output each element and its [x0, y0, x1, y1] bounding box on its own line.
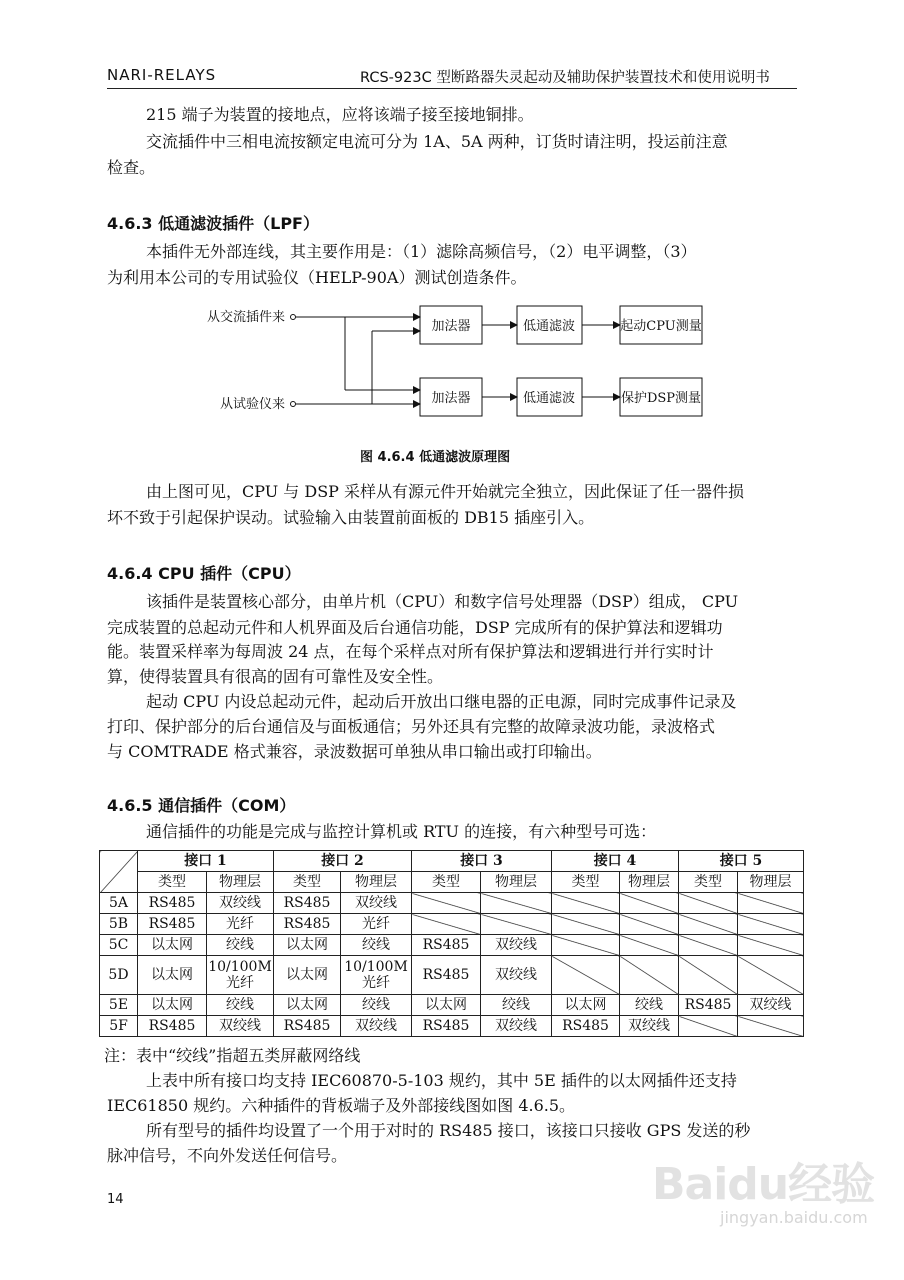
- intro-line-1: 215 端子为装置的接地点，应将该端子接至接地铜排。: [146, 105, 534, 124]
- type-cell: RS485: [274, 1016, 341, 1037]
- type-cell: RS485: [679, 995, 738, 1016]
- after-table-line-4: 脉冲信号，不向外发送任何信号。: [107, 1146, 348, 1165]
- unused-cell: [481, 914, 552, 935]
- lpf1-label: 低通滤波: [522, 319, 576, 334]
- type-cell: 以太网: [138, 935, 207, 956]
- table-row: [100, 935, 804, 956]
- sec464-line-4: 算，使得装置具有很高的固有可靠性及安全性。: [107, 667, 444, 686]
- port-1-header: 接口 1: [138, 851, 274, 872]
- sec464-line-6: 打印、保护部分的后台通信及与面板通信；另外还具有完整的故障录波功能，录波格式: [107, 717, 716, 736]
- phys-cell: 双绞线: [481, 956, 552, 995]
- phys-cell: 双绞线: [481, 1016, 552, 1037]
- type-cell: RS485: [274, 893, 341, 914]
- input2-terminal: [291, 402, 296, 407]
- unused-cell: [552, 914, 620, 935]
- type-cell: RS485: [274, 914, 341, 935]
- model-cell: 5E: [100, 995, 138, 1016]
- phys-cell: 10/100M 光纤: [341, 956, 412, 995]
- sub-type: 类型: [552, 872, 620, 893]
- unused-cell: [738, 893, 804, 914]
- section-4-6-5-title: 4.6.5 通信插件（COM）: [107, 796, 296, 815]
- sec464-line-1: 该插件是装置核心部分，由单片机（CPU）和数字信号处理器（DSP）组成， CPU: [146, 592, 739, 611]
- unused-cell: [738, 935, 804, 956]
- adder1-label: 加法器: [431, 319, 471, 334]
- type-cell: RS485: [138, 893, 207, 914]
- unused-cell: [738, 956, 804, 995]
- port-5-header: 接口 5: [679, 851, 804, 872]
- page-number: 14: [107, 1192, 124, 1207]
- unused-cell: [679, 914, 738, 935]
- intro-line-3: 检查。: [107, 158, 156, 177]
- phys-cell: 双绞线: [341, 1016, 412, 1037]
- table-row: [100, 995, 804, 1016]
- after-diagram-line-2: 坏不致于引起保护误动。试验输入由装置前面板的 DB15 插座引入。: [107, 508, 595, 527]
- model-cell: 5D: [100, 956, 138, 995]
- phys-cell: 绞线: [341, 935, 412, 956]
- unused-cell: [620, 956, 679, 995]
- sec464-line-2: 完成装置的总起动元件和人机界面及后台通信功能，DSP 完成所有的保护算法和逻辑功: [107, 618, 723, 637]
- unused-cell: [412, 893, 481, 914]
- phys-cell: 光纤: [341, 914, 412, 935]
- lpf-diagram: [0, 290, 904, 430]
- type-cell: 以太网: [138, 995, 207, 1016]
- sec464-line-5: 起动 CPU 内设总起动元件，起动后开放出口继电器的正电源，同时完成事件记录及: [146, 692, 737, 711]
- unused-cell: [679, 1016, 738, 1037]
- type-cell: 以太网: [138, 956, 207, 995]
- header-right: RCS-923C 型断路器失灵起动及辅助保护装置技术和使用说明书: [360, 70, 770, 86]
- port-4-header: 接口 4: [552, 851, 679, 872]
- lpf2-label: 低通滤波: [522, 391, 576, 406]
- model-cell: 5A: [100, 893, 138, 914]
- comm-plugin-table: [99, 850, 804, 1037]
- baidu-watermark-logo: Baidu经验: [652, 1159, 875, 1210]
- header-left: NARI-RELAYS: [107, 66, 217, 84]
- phys-cell: 双绞线: [207, 893, 274, 914]
- phys-cell: 双绞线: [481, 935, 552, 956]
- phys-cell: 绞线: [207, 995, 274, 1016]
- port-3-header: 接口 3: [412, 851, 552, 872]
- after-table-line-1: 上表中所有接口均支持 IEC60870-5-103 规约，其中 5E 插件的以太网插件还支持: [146, 1071, 737, 1090]
- sec465-intro: 通信插件的功能是完成与监控计算机或 RTU 的连接，有六种型号可选：: [146, 822, 657, 841]
- sub-type: 类型: [274, 872, 341, 893]
- after-diagram-line-1: 由上图可见，CPU 与 DSP 采样从有源元件开始就完全独立，因此保证了任一器件损: [146, 482, 745, 501]
- phys-cell: 双绞线: [207, 1016, 274, 1037]
- unused-cell: [738, 914, 804, 935]
- type-cell: RS485: [412, 956, 481, 995]
- unused-cell: [552, 893, 620, 914]
- type-cell: RS485: [138, 914, 207, 935]
- model-cell: 5C: [100, 935, 138, 956]
- after-table-line-2: IEC61850 规约。六种插件的背板端子及外部接线图如图 4.6.5。: [107, 1096, 576, 1115]
- type-cell: RS485: [138, 1016, 207, 1037]
- table-row: [100, 893, 804, 914]
- type-cell: RS485: [552, 1016, 620, 1037]
- intro-line-2: 交流插件中三相电流按额定电流可分为 1A、5A 两种，订货时请注明，投运前注意: [146, 132, 728, 151]
- input2-label: 从试验仪来: [220, 397, 286, 412]
- sec464-line-7: 与 COMTRADE 格式兼容，录波数据可单独从串口输出或打印输出。: [107, 742, 602, 761]
- unused-cell: [620, 935, 679, 956]
- input1-terminal: [291, 315, 296, 320]
- sub-phys: 物理层: [738, 872, 804, 893]
- unused-cell: [738, 1016, 804, 1037]
- type-cell: 以太网: [274, 995, 341, 1016]
- input1-label: 从交流插件来: [207, 310, 286, 325]
- section-4-6-4-title: 4.6.4 CPU 插件（CPU）: [107, 564, 301, 583]
- type-cell: 以太网: [412, 995, 481, 1016]
- unused-cell: [481, 893, 552, 914]
- unused-cell: [552, 956, 620, 995]
- unused-cell: [679, 893, 738, 914]
- phys-cell: 绞线: [620, 995, 679, 1016]
- sub-phys: 物理层: [207, 872, 274, 893]
- sub-phys: 物理层: [341, 872, 412, 893]
- table-row: [100, 1016, 804, 1037]
- figure-caption: 图 4.6.4 低通滤波原理图: [360, 450, 511, 465]
- unused-cell: [620, 893, 679, 914]
- type-cell: 以太网: [274, 935, 341, 956]
- sub-type: 类型: [412, 872, 481, 893]
- phys-cell: 双绞线: [341, 893, 412, 914]
- phys-cell: 双绞线: [620, 1016, 679, 1037]
- phys-cell: 10/100M 光纤: [207, 956, 274, 995]
- model-cell: 5F: [100, 1016, 138, 1037]
- sub-type: 类型: [679, 872, 738, 893]
- phys-cell: 双绞线: [738, 995, 804, 1016]
- table-row: [100, 956, 804, 995]
- unused-cell: [552, 935, 620, 956]
- table-row: [100, 914, 804, 935]
- unused-cell: [679, 956, 738, 995]
- baidu-watermark-url: jingyan.baidu.com: [720, 1208, 868, 1227]
- unused-cell: [412, 914, 481, 935]
- table-note: 注：表中“绞线”指超五类屏蔽网络线: [104, 1046, 361, 1065]
- section-4-6-3-title: 4.6.3 低通滤波插件（LPF）: [107, 214, 319, 233]
- sub-type: 类型: [138, 872, 207, 893]
- unused-cell: [679, 935, 738, 956]
- sec464-line-3: 能。装置采样率为每周波 24 点，在每个采样点对所有保护算法和逻辑进行并行实时计: [107, 642, 714, 661]
- type-cell: 以太网: [552, 995, 620, 1016]
- sub-phys: 物理层: [481, 872, 552, 893]
- type-cell: RS485: [412, 935, 481, 956]
- type-cell: 以太网: [274, 956, 341, 995]
- adder2-label: 加法器: [431, 391, 471, 406]
- phys-cell: 光纤: [207, 914, 274, 935]
- phys-cell: 绞线: [481, 995, 552, 1016]
- header-rule: [107, 88, 797, 89]
- after-table-line-3: 所有型号的插件均设置了一个用于对时的 RS485 接口，该接口只接收 GPS 发送的秒: [146, 1121, 751, 1140]
- phys-cell: 绞线: [341, 995, 412, 1016]
- sec463-line-2: 为利用本公司的专用试验仪（HELP-90A）测试创造条件。: [107, 268, 527, 287]
- model-cell: 5B: [100, 914, 138, 935]
- out1-label: 起动CPU测量: [620, 319, 702, 334]
- phys-cell: 绞线: [207, 935, 274, 956]
- port-2-header: 接口 2: [274, 851, 412, 872]
- sub-phys: 物理层: [620, 872, 679, 893]
- unused-cell: [620, 914, 679, 935]
- sec463-line-1: 本插件无外部连线，其主要作用是：（1）滤除高频信号，（2）电平调整，（3）: [146, 242, 697, 261]
- out2-label: 保护DSP测量: [620, 391, 702, 406]
- type-cell: RS485: [412, 1016, 481, 1037]
- table-corner: [100, 851, 138, 893]
